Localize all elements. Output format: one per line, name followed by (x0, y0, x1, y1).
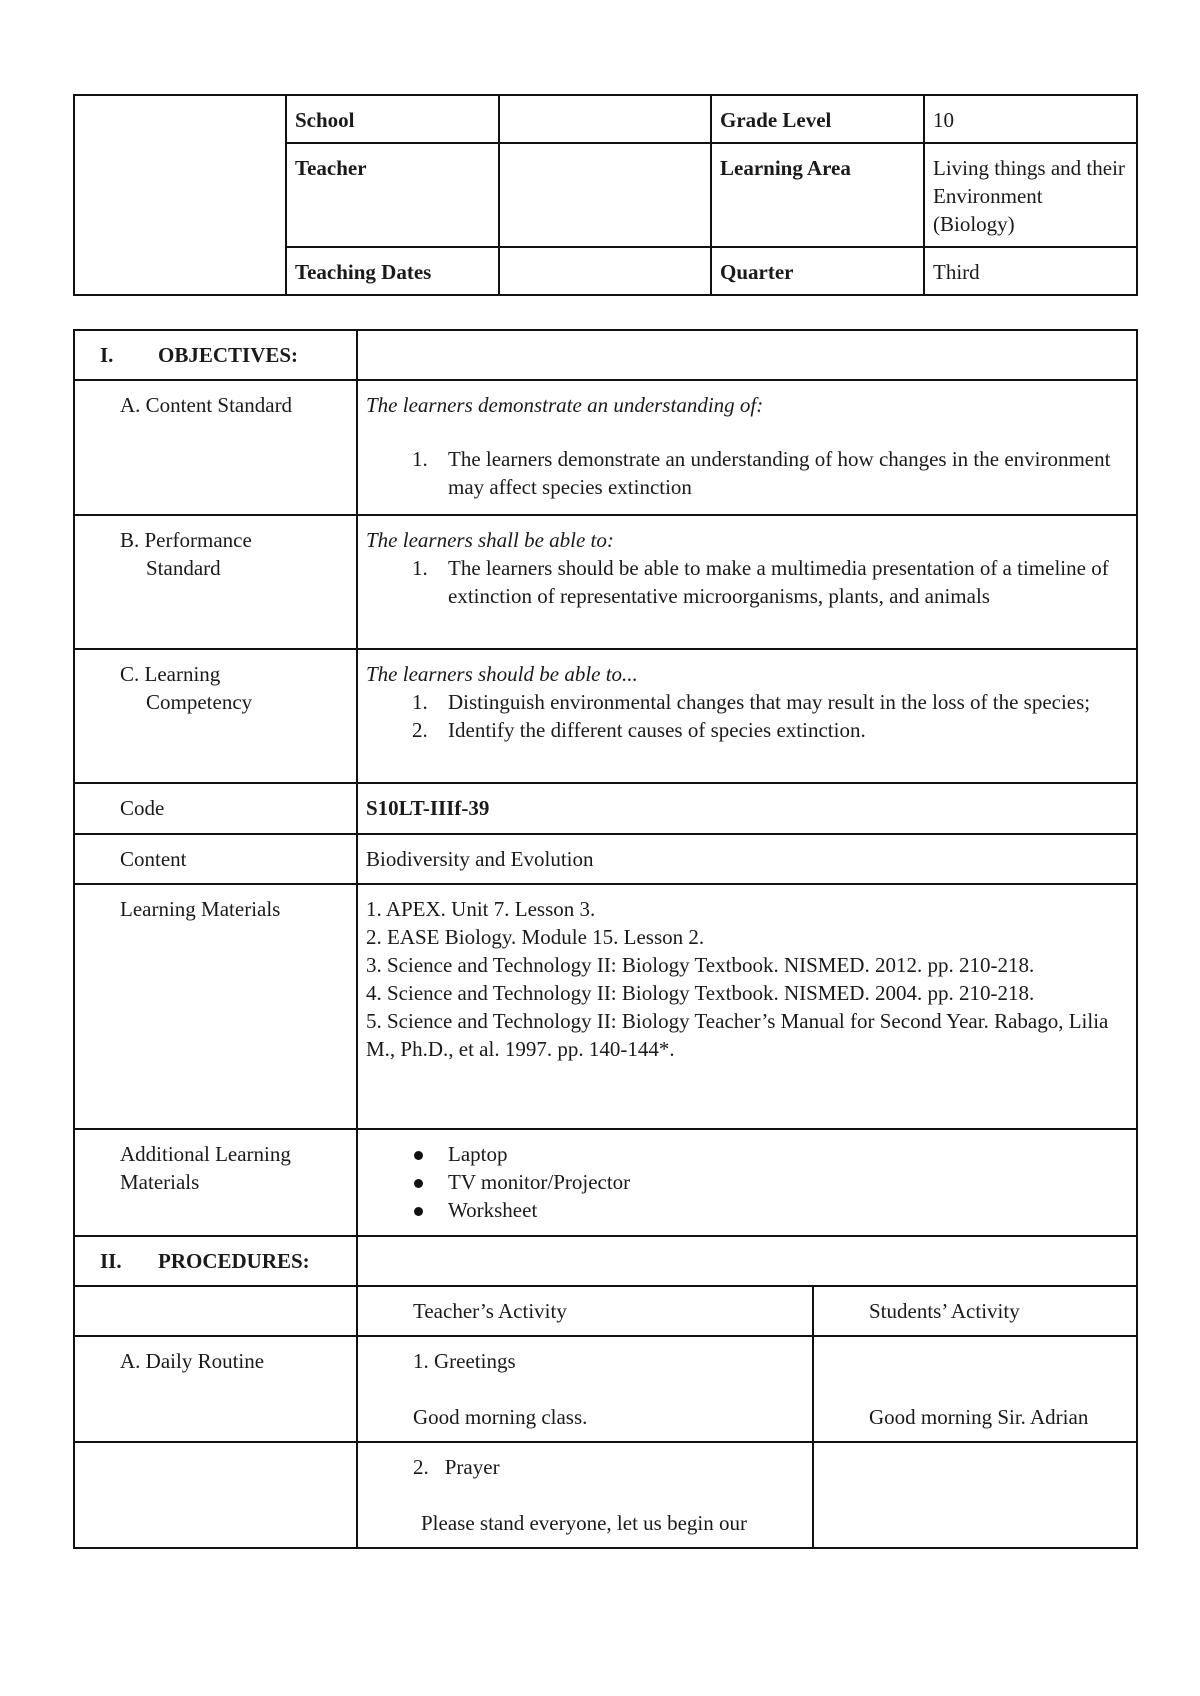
additional-materials-label: Additional Learning Materials (74, 1129, 357, 1236)
additional-materials-cell (357, 1129, 1137, 1236)
content-label: Content (74, 834, 357, 884)
learning-competency-intro: The learners should be able to... (366, 662, 638, 686)
list-item: 5. Science and Technology II: Biology Teacher’s Manual for Second Year. Rabago, Lilia M., Ph.D., et al. 1997. pp. 140-144*. (366, 1009, 1109, 1061)
list-item: 3. Science and Technology II: Biology Textbook. NISMED. 2012. pp. 210-218. (366, 953, 1035, 977)
school-value (499, 95, 711, 143)
performance-standard-list (366, 554, 1128, 610)
greetings-student-line: Good morning Sir. Adrian (869, 1405, 1089, 1429)
content-standard-list (366, 445, 1128, 501)
procedures-section-number: II. (100, 1249, 122, 1273)
procedures-section-title: PROCEDURES: (158, 1249, 310, 1273)
list-item: Worksheet (366, 1196, 1128, 1224)
objectives-section-number: I. (100, 343, 114, 367)
school-label: School (286, 95, 499, 143)
additional-materials-list (366, 1140, 1128, 1224)
grade-level-value: 10 (924, 95, 1137, 143)
learning-materials-label: Learning Materials (74, 884, 357, 1129)
objectives-heading (74, 330, 357, 380)
list-item: Laptop (366, 1140, 1128, 1168)
quarter-label: Quarter (711, 247, 924, 295)
objectives-section-title: OBJECTIVES: (158, 343, 299, 367)
content-value: Biodiversity and Evolution (357, 834, 1137, 884)
list-item: 1. APEX. Unit 7. Lesson 3. (366, 897, 596, 921)
learning-area-label: Learning Area (711, 143, 924, 247)
performance-standard-label: B. Performance Standard (74, 515, 357, 649)
prayer-title: 2. Prayer (413, 1455, 500, 1479)
procedures-heading (74, 1236, 357, 1286)
greetings-title: 1. Greetings (413, 1349, 516, 1373)
list-item: 1. Distinguish environmental changes that may result in the loss of the species; (412, 690, 1091, 714)
students-activity-header: Students’ Activity (813, 1286, 1137, 1336)
list-item: 1. The learners demonstrate an understanding of how changes in the environment may affect species extinction (412, 447, 1111, 499)
learning-competency-label: C. Learning Competency (74, 649, 357, 783)
teaching-dates-label: Teaching Dates (286, 247, 499, 295)
list-item: 1. The learners should be able to make a multimedia presentation of a timeline of extinction of representative microorganisms, plants, and animals (412, 556, 1109, 608)
grade-level-label: Grade Level (711, 95, 924, 143)
list-item: 4. Science and Technology II: Biology Textbook. NISMED. 2004. pp. 210-218. (366, 981, 1035, 1005)
code-label: Code (74, 783, 357, 834)
teacher-value (499, 143, 711, 247)
content-standard-label: A. Content Standard (74, 380, 357, 515)
teaching-dates-value (499, 247, 711, 295)
content-standard-cell (357, 380, 1137, 515)
prayer-teacher-line: Please stand everyone, let us begin our (421, 1511, 747, 1535)
code-value: S10LT-IIIf-39 (357, 783, 1137, 834)
greetings-teacher-line: Good morning class. (413, 1405, 588, 1429)
list-item: 2. Identify the different causes of species extinction. (412, 718, 866, 742)
list-item: 2. EASE Biology. Module 15. Lesson 2. (366, 925, 705, 949)
daily-routine-label: A. Daily Routine (74, 1336, 357, 1442)
performance-standard-cell (357, 515, 1137, 649)
lesson-plan-table (73, 329, 1138, 1549)
prayer-student-cell (813, 1442, 1137, 1548)
performance-standard-intro: The learners shall be able to: (366, 528, 614, 552)
logo-cell (74, 95, 286, 295)
bullet-icon (414, 1207, 423, 1216)
bullet-icon (414, 1151, 423, 1160)
content-standard-intro: The learners demonstrate an understanding of: (366, 393, 764, 417)
greetings-teacher-cell (357, 1336, 813, 1442)
lesson-header-table (73, 94, 1138, 296)
bullet-icon (414, 1179, 423, 1188)
learning-materials-cell (357, 884, 1137, 1129)
learning-competency-cell (357, 649, 1137, 783)
teacher-activity-header: Teacher’s Activity (357, 1286, 813, 1336)
teacher-label: Teacher (286, 143, 499, 247)
prayer-teacher-cell (357, 1442, 813, 1548)
quarter-value: Third (924, 247, 1137, 295)
learning-area-value: Living things and their Environment (Biology) (924, 143, 1137, 247)
learning-competency-list (366, 688, 1128, 744)
greetings-student-cell (813, 1336, 1137, 1442)
list-item: TV monitor/Projector (366, 1168, 1128, 1196)
